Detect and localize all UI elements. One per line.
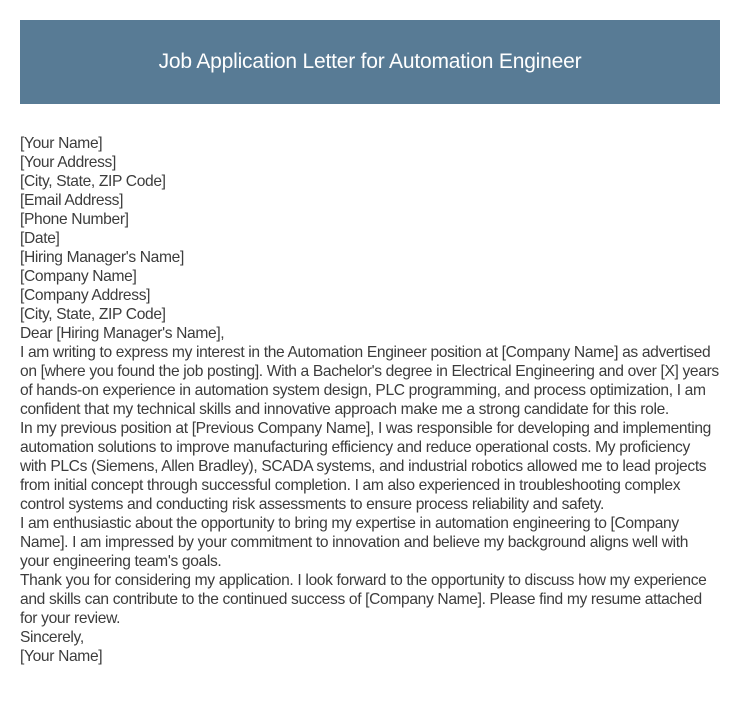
salutation: Dear [Hiring Manager's Name], [20, 325, 225, 342]
body-paragraph-intro: I am writing to express my interest in the Automation Engineer position at [Company Name] as advertised on [where you found the job posting]. With a Bachelor's degree in Electrical Engineering and over [X] years of hands-on experience in automation system design, PLC programming, and process optimization, I am confident that my technical skills and innovative approach make me a strong candidate for this role. [20, 344, 719, 418]
recipient-city-state-zip: [City, State, ZIP Code] [20, 306, 166, 323]
sender-name: [Your Name] [20, 135, 103, 152]
letter-date: [Date] [20, 230, 60, 247]
body-paragraph-enthusiasm: I am enthusiastic about the opportunity to bring my expertise in automation engineering to [Company Name]. I am impressed by your commitment to innovation and believe my background aligns well with your engineering team's goals. [20, 515, 689, 570]
letter-body [20, 134, 720, 666]
recipient-block [20, 248, 720, 324]
recipient-address: [Company Address] [20, 287, 151, 304]
page-title: Job Application Letter for Automation Engineer [158, 50, 582, 73]
body-paragraph-experience: In my previous position at [Previous Company Name], I was responsible for developing and implementing automation solutions to improve manufacturing efficiency and reduce operational costs. My proficiency with PLCs (Siemens, Allen Bradley), SCADA systems, and industrial robotics allowed me to lead projects from initial concept through successful completion. I am also experienced in troubleshooting complex control systems and conducting risk assessments to ensure process reliability and safety. [20, 420, 711, 513]
recipient-name: [Hiring Manager's Name] [20, 249, 184, 266]
sender-city-state-zip: [City, State, ZIP Code] [20, 173, 166, 190]
signature: [Your Name] [20, 648, 103, 665]
page-header [20, 20, 720, 104]
body-paragraph-closing: Thank you for considering my application. I look forward to the opportunity to discuss how my experience and skills can contribute to the continued success of [Company Name]. Please find my resume attached for your review. [20, 572, 707, 627]
sender-address: [Your Address] [20, 154, 116, 171]
sender-phone: [Phone Number] [20, 211, 129, 228]
sender-email: [Email Address] [20, 192, 124, 209]
closing: Sincerely, [20, 629, 84, 646]
sender-block [20, 134, 720, 229]
recipient-company: [Company Name] [20, 268, 137, 285]
